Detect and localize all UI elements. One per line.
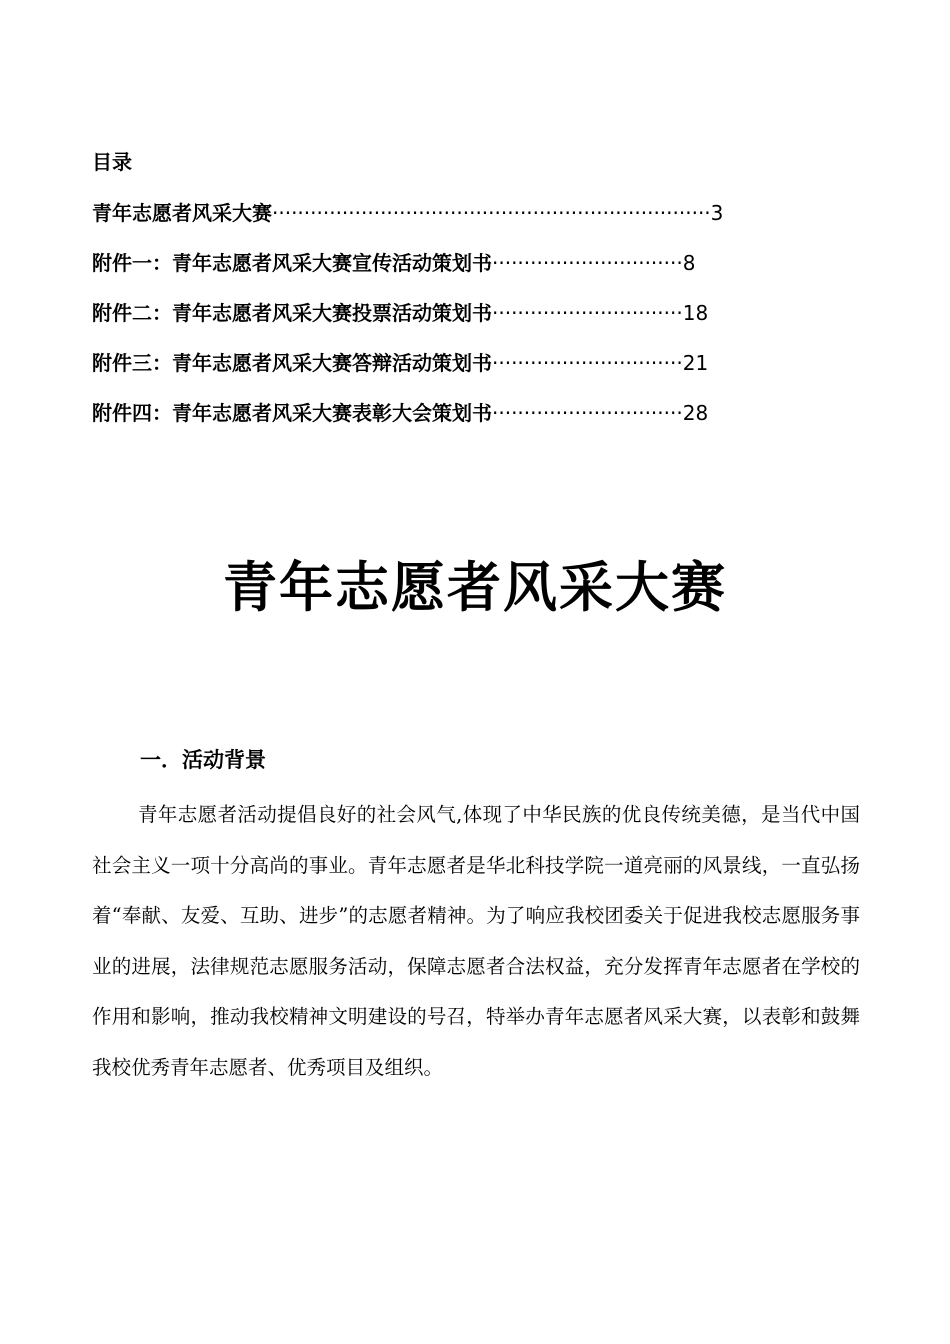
toc-entry-label: 附件二：青年志愿者风采大赛投票活动策划书 [92,301,492,325]
toc-entry-page-number: 8 [682,251,696,275]
toc-entry-label: 附件四：青年志愿者风采大赛表彰大会策划书 [92,401,492,425]
toc-entry-leader-dots: ······························ [492,351,683,375]
toc-entry-leader-dots: ······························ [492,301,683,325]
toc-entry[interactable] [92,298,832,348]
toc-entry-label: 附件一：青年志愿者风采大赛宣传活动策划书 [92,251,492,275]
toc-entry[interactable] [92,248,832,298]
toc-entry-leader-dots: ······························ [492,251,683,275]
toc-entry[interactable] [92,398,832,448]
toc-entry-page-number: 18 [682,301,709,325]
document-title: 青年志愿者风采大赛 [223,556,727,619]
toc-entry-leader-dots: ······························ [492,401,683,425]
toc-entry-label: 青年志愿者风采大赛 [92,201,272,225]
toc-entry-page-number: 28 [682,401,709,425]
toc-entry-leader-dots: ····································································· [272,201,711,225]
toc-entry[interactable] [92,198,832,248]
section-heading: 一．活动背景 [140,748,266,772]
toc-heading: 目录 [92,150,132,174]
toc-entry-page-number: 21 [682,351,709,375]
toc-entry-page-number: 3 [710,201,724,225]
toc-entry-label: 附件三：青年志愿者风采大赛答辩活动策划书 [92,351,492,375]
toc-entry[interactable] [92,348,832,398]
body-paragraph: 青年志愿者活动提倡良好的社会风气,体现了中华民族的优良传统美德，是当代中国社会主义一项十分高尚的事业。青年志愿者是华北科技学院一道亮丽的风景线，一直弘扬着“奉献、友爱、互助、进步”的志愿者精神。为了响应我校团委关于促进我校志愿服务事业的进展，法律规范志愿服务活动，保障志愿者合法权益，充分发挥青年志愿者在学校的作用和影响，推动我校精神文明建设的号召，特举办青年志愿者风采大赛，以表彰和鼓舞我校优秀青年志愿者、优秀项目及组织。 [92,803,860,1079]
table-of-contents [92,198,832,448]
